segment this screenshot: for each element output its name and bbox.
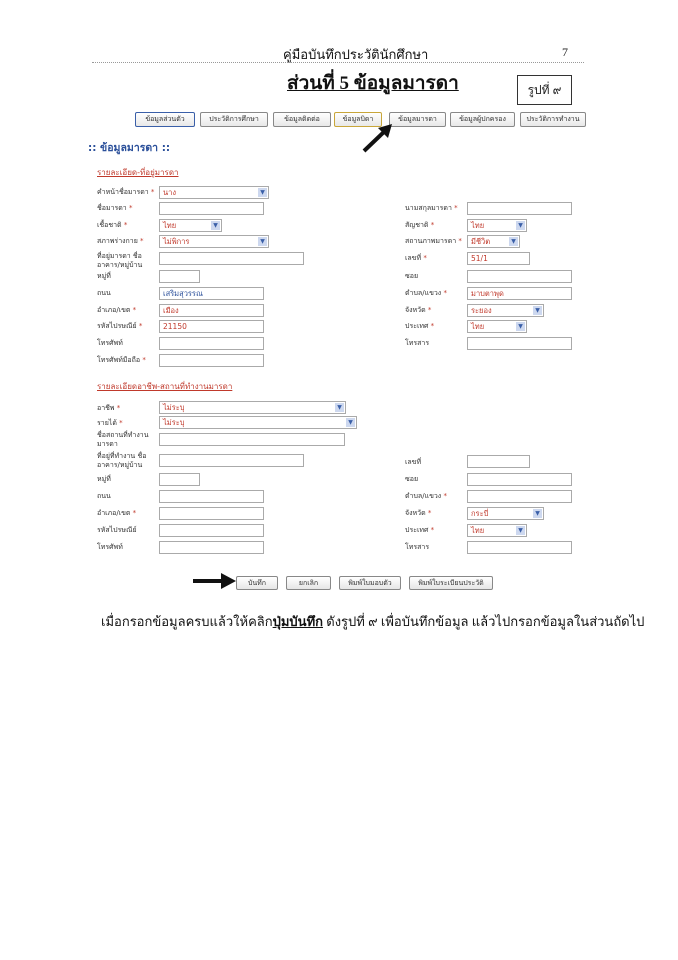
occupation-select[interactable]: ไม่ระบุ ▼ [159,401,346,414]
chevron-down-icon: ▼ [516,322,525,331]
title-prefix-select[interactable]: นาง ▼ [159,186,269,199]
label-first-name: ชื่อมารดา * [97,204,133,212]
page-number: 7 [562,45,568,59]
work-road-input[interactable] [159,490,264,503]
label-house-no: เลขที่ * [405,254,427,262]
work-fax-input[interactable] [467,541,572,554]
physical-select[interactable]: ไม่พิการ ▼ [159,235,269,248]
label-last-name: นามสกุลมารดา * [405,204,458,212]
label-moo: หมู่ที่ [97,272,111,280]
workplace-input[interactable] [159,433,345,446]
label-physical: สภาพร่างกาย * [97,237,144,245]
label-fax: โทรสาร [405,339,430,347]
label-workplace: ชื่อสถานที่ทำงานมารดา [97,431,149,448]
document-header: คู่มือบันทึกประวัตินักศึกษา [283,47,429,62]
road-input[interactable]: เสริมสุวรรณ [159,287,264,300]
work-phone-input[interactable] [159,541,264,554]
label-work-building: ที่อยู่ที่ทำงาน ชื่ออาคาร/หมู่บ้าน [97,452,147,469]
label-life-status: สถานภาพมารดา * [405,237,462,245]
work-province-select[interactable]: กระบี่ ▼ [467,507,544,520]
figure-label: รูปที่ ๙ [517,75,572,105]
section-title: ส่วนที่ 5 ข้อมูลมารดา [287,73,459,94]
header-divider [92,62,584,63]
income-select[interactable]: ไม่ระบุ ▼ [159,416,357,429]
work-building-input[interactable] [159,454,304,467]
label-occupation: อาชีพ * [97,404,121,412]
chevron-down-icon: ▼ [211,221,220,230]
instruction-caption: เมื่อกรอกข้อมูลครบแล้วให้คลิกปุ่มบันทึก ดังรูปที่ ๙ เพื่อบันทึกข้อมูล แล้วไปกรอกข้อมูลในส่วนถัดไป [101,614,645,629]
soi-input[interactable] [467,270,572,283]
label-subdistrict: ตำบล/แขวง * [405,289,447,297]
label-nationality: สัญชาติ * [405,221,435,229]
race-select[interactable]: ไทย ▼ [159,219,222,232]
label-district: อำเภอ/เขต * [97,306,137,314]
tab-guardian[interactable]: ข้อมูลผู้ปกครอง [450,112,515,127]
chevron-down-icon: ▼ [516,221,525,230]
form-heading: :: ข้อมูลมารดา :: [88,142,171,154]
chevron-down-icon: ▼ [335,403,344,412]
work-country-select[interactable]: ไทย ▼ [467,524,527,537]
fax-input[interactable] [467,337,572,350]
label-work-district: อำเภอ/เขต * [97,509,137,517]
tab-mother[interactable]: ข้อมูลมารดา [389,112,446,127]
work-moo-input[interactable] [159,473,200,486]
house-no-input[interactable]: 51/1 [467,252,530,265]
chevron-down-icon: ▼ [346,418,355,427]
save-button[interactable]: บันทึก [236,576,278,590]
moo-input[interactable] [159,270,200,283]
label-work-postcode: รหัสไปรษณีย์ [97,526,137,534]
building-input[interactable] [159,252,304,265]
tab-father[interactable]: ข้อมูลบิดา [334,112,382,127]
chevron-down-icon: ▼ [516,526,525,535]
mobile-input[interactable] [159,354,264,367]
print-record-button[interactable]: พิมพ์ใบระเบียนประวัติ [409,576,493,590]
label-road: ถนน [97,289,111,297]
phone-input[interactable] [159,337,264,350]
country-select[interactable]: ไทย ▼ [467,320,527,333]
subdistrict-input[interactable]: มาบตาพุด [467,287,572,300]
subheading-work: รายละเอียดอาชีพ-สถานที่ทำงานมารดา [97,382,233,391]
label-building: ที่อยู่มารดา ชื่ออาคาร/หมู่บ้าน [97,252,143,269]
caption-emphasis: ปุ่มบันทึก [272,614,324,629]
label-mobile: โทรศัพท์มือถือ * [97,356,146,364]
label-province: จังหวัด * [405,306,432,314]
work-postcode-input[interactable] [159,524,264,537]
chevron-down-icon: ▼ [258,237,267,246]
label-postcode: รหัสไปรษณีย์ * [97,322,143,330]
label-work-soi: ซอย [405,475,419,483]
arrow-icon [360,122,396,154]
work-soi-input[interactable] [467,473,572,486]
label-work-moo: หมู่ที่ [97,475,111,483]
chevron-down-icon: ▼ [533,306,542,315]
print-report-button[interactable]: พิมพ์ใบมอบตัว [339,576,401,590]
label-country: ประเทศ * [405,322,435,330]
label-work-phone: โทรศัพท์ [97,543,123,551]
label-work-province: จังหวัด * [405,509,432,517]
tab-contact[interactable]: ข้อมูลติดต่อ [273,112,331,127]
work-house-no-input[interactable] [467,455,530,468]
label-work-subdistrict: ตำบล/แขวง * [405,492,447,500]
province-select[interactable]: ระยอง ▼ [467,304,544,317]
label-work-house-no: เลขที่ [405,458,422,466]
tab-personal[interactable]: ข้อมูลส่วนตัว [135,112,195,127]
tab-education[interactable]: ประวัติการศึกษา [200,112,268,127]
label-income: รายได้ * [97,419,123,427]
subheading-address: รายละเอียด-ที่อยู่มารดา [97,168,179,177]
postcode-input[interactable]: 21150 [159,320,264,333]
label-work-country: ประเทศ * [405,526,435,534]
last-name-input[interactable] [467,202,572,215]
label-work-road: ถนน [97,492,111,500]
work-district-input[interactable] [159,507,264,520]
label-title-prefix: คำหน้าชื่อมารดา * [97,188,155,196]
arrow-right-icon [193,572,237,590]
chevron-down-icon: ▼ [533,509,542,518]
label-race: เชื้อชาติ * [97,221,128,229]
first-name-input[interactable] [159,202,264,215]
chevron-down-icon: ▼ [509,237,518,246]
chevron-down-icon: ▼ [258,188,267,197]
label-work-fax: โทรสาร [405,543,430,551]
cancel-button[interactable]: ยกเลิก [286,576,331,590]
label-soi: ซอย [405,272,419,280]
work-subdistrict-input[interactable] [467,490,572,503]
tab-work-history[interactable]: ประวัติการทำงาน [520,112,586,127]
district-input[interactable]: เมือง [159,304,264,317]
label-phone: โทรศัพท์ [97,339,123,347]
nationality-select[interactable]: ไทย ▼ [467,219,527,232]
life-status-select[interactable]: มีชีวิต ▼ [467,235,520,248]
